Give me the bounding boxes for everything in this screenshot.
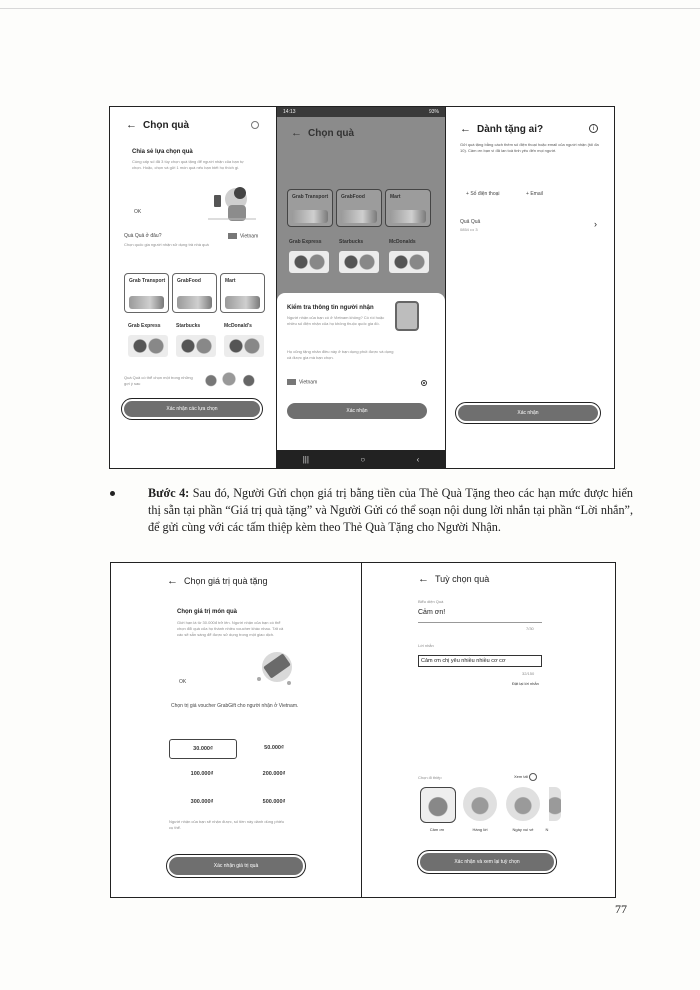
amount-option[interactable]: 200.000₫: [262, 771, 286, 777]
mcdonalds-image: [389, 251, 429, 273]
screen-choose-gift-value: [111, 563, 361, 897]
screen-title: Chọn giá trị quà tặng: [184, 576, 268, 586]
recipient-description: Gửi quà tặng bằng cách thêm số điện thoại hoặc email của người nhận (tối đa 10). Cảm ơn bạn vì đã lan toả tinh yêu đến mọi người.: [460, 142, 599, 153]
tile-label: GrabFood: [341, 194, 365, 200]
express-image: [289, 251, 329, 273]
message-count: 32/150: [522, 671, 535, 676]
add-email-label: Email: [530, 191, 543, 197]
back-arrow-icon[interactable]: ←: [291, 127, 302, 139]
back-arrow-icon[interactable]: ←: [418, 573, 429, 585]
confirm-selection-button[interactable]: Xác nhận các lựa chọn: [124, 401, 260, 417]
plus-icon: +: [526, 191, 531, 197]
where-description: Chọn quốc gia người nhận sử dụng trả nhà quà: [124, 242, 209, 247]
mart-image: [390, 210, 426, 223]
amount-option[interactable]: 500.000₫: [262, 799, 286, 805]
phone-illustration: [395, 301, 419, 331]
scan-edge: [0, 8, 700, 9]
message-label: Lời nhắn: [418, 643, 434, 648]
amount-option[interactable]: 300.000₫: [190, 799, 214, 805]
confirm-button[interactable]: Xác nhận: [287, 403, 427, 419]
see-all-label: Xem tất: [514, 774, 528, 780]
message-field[interactable]: [418, 655, 542, 667]
sheet-title: Kiểm tra thông tin người nhận: [287, 305, 374, 311]
back-icon[interactable]: ‹: [416, 454, 420, 464]
screen-check-recipient: [277, 107, 445, 468]
tile-label: McDonald's: [224, 323, 252, 329]
where-label: Quà Quả ở đâu?: [124, 233, 162, 239]
recents-icon[interactable]: |||: [302, 454, 309, 464]
step-text: Sau đó, Người Gửi chọn giá trị bằng tiền của Thẻ Quà Tặng theo các hạn mức được hiển thị sẵn tại phần “Giá trị quà tặng” và Người Gửi có thể soạn nội dung lời nhắn tại phần “Lời nhắn”, để gửi cùng với các tấm thiệp kèm theo Thẻ Quà Tặng cho Người Nhận.: [148, 486, 633, 534]
gift-tile-mart[interactable]: [385, 189, 431, 227]
card-label: Ngày vui vẻ: [512, 827, 534, 832]
message-value: Cảm ơn chị yêu nhiều nhiều cơ cơ: [421, 658, 506, 664]
see-all-link[interactable]: [514, 773, 537, 781]
gift-tile-transport[interactable]: [287, 189, 333, 227]
sheet-description: Người nhận của bạn có ở Vietnam không? Có rồi hoặc nhiều số điện nhận của họ không thuộc quốc gia đó.: [287, 315, 385, 326]
amount-option-selected[interactable]: 30.000₫: [169, 739, 237, 759]
chevron-right-icon[interactable]: ›: [594, 219, 597, 229]
gift-title-count: 7/30: [526, 626, 534, 631]
confirm-button[interactable]: Xác nhận: [458, 405, 598, 421]
section-title: Chọn giá trị món quà: [177, 609, 237, 615]
card-option[interactable]: [463, 787, 497, 821]
recipient-name: Quả Quả: [460, 219, 481, 225]
gift-tile-mart[interactable]: [220, 273, 265, 313]
android-nav-bar: [277, 450, 445, 468]
recipient-phone: 0854 ••• 3: [460, 227, 478, 232]
gift-tile-food[interactable]: [172, 273, 217, 313]
gift-tile-transport[interactable]: [124, 273, 169, 313]
gift-title-value: Cảm ơn!: [418, 609, 446, 616]
reset-message-link[interactable]: Đặt lại lời nhắn: [512, 681, 539, 686]
voucher-note: Chọn trị giá voucher GrabGift cho người nhận ở Vietnam.: [171, 703, 299, 709]
figure-gift-selection-screens: [109, 106, 615, 469]
mart-image: [225, 296, 260, 309]
info-icon[interactable]: i: [589, 124, 598, 133]
screen-title: Dành tặng ai?: [477, 123, 544, 135]
illustration-gifts: [202, 371, 262, 387]
tile-label: Grab Transport: [129, 278, 166, 284]
step4-paragraph: [148, 485, 633, 536]
figure-gift-value-screens: [110, 562, 616, 898]
plus-icon: +: [466, 191, 471, 197]
tile-label: Mart: [390, 194, 401, 200]
amount-footer-note: Người nhận của bạn sẽ nhận được, số tiền này dành dùng phiếu cụ thể.: [169, 819, 285, 830]
card-option[interactable]: [549, 787, 561, 821]
back-arrow-icon[interactable]: ←: [460, 123, 471, 135]
gift-tile-express[interactable]: [289, 239, 329, 273]
tile-label: Grab Express: [128, 323, 161, 329]
status-battery: 93%: [428, 109, 439, 115]
tile-label: Grab Transport: [292, 194, 329, 200]
share-title: Chia sẻ lựa chọn quà: [132, 149, 193, 155]
screen-gift-recipient: [446, 107, 614, 468]
add-phone-label: Số điện thoại: [470, 191, 500, 197]
gift-tile-starbucks[interactable]: [176, 323, 216, 357]
screen-title: Tuỳ chọn quà: [435, 574, 490, 584]
card-option-selected[interactable]: [420, 787, 456, 823]
country-name: Vietnam: [240, 233, 259, 240]
gift-title-field[interactable]: [418, 609, 542, 623]
card-label: Chọn đi thiệp: [418, 775, 442, 780]
illustration-woman-with-phone: [202, 181, 260, 223]
starbucks-image: [176, 335, 216, 357]
tile-label: Starbucks: [176, 323, 201, 329]
flag-icon: [228, 233, 237, 239]
tile-label: Mart: [225, 278, 236, 284]
car-image: [129, 296, 164, 309]
country-selector[interactable]: [287, 379, 317, 386]
gift-tile-express[interactable]: [128, 323, 168, 357]
gift-card-illustration: [251, 649, 295, 689]
card-label: N: [545, 827, 549, 832]
back-arrow-icon[interactable]: ←: [167, 575, 178, 587]
recipient-check-sheet: [277, 293, 445, 450]
country-selector[interactable]: [228, 233, 258, 240]
screen-title: Chọn quà: [308, 127, 355, 139]
status-bar: [277, 107, 445, 117]
gift-title-label: Biểu diện Quà: [418, 599, 444, 604]
card-label: Hàng lời: [472, 827, 488, 832]
confirm-gift-value-button[interactable]: Xác nhận giá trị quà: [169, 857, 303, 875]
country-radio-selected[interactable]: [421, 380, 427, 386]
flag-icon: [287, 379, 296, 385]
ok-label: OK: [134, 209, 142, 215]
back-arrow-icon[interactable]: ←: [126, 119, 137, 131]
help-icon[interactable]: [251, 121, 259, 129]
screen-title: Chọn quà: [143, 119, 190, 131]
express-image: [128, 335, 168, 357]
food-image: [341, 210, 377, 223]
tile-label: McDonalds: [389, 239, 416, 245]
gift-tile-mcdonalds[interactable]: [389, 239, 429, 273]
gift-tile-mcdonalds[interactable]: [224, 323, 264, 357]
add-email-button[interactable]: [526, 191, 543, 198]
car-image: [292, 210, 328, 223]
gift-note: Quà Quả có thể chọn một trong những gợi ý sau: [124, 375, 193, 386]
amount-option[interactable]: 50.000₫: [264, 745, 284, 751]
gift-tile-starbucks[interactable]: [339, 239, 379, 273]
tile-label: Grab Express: [289, 239, 322, 245]
step-label: Bước 4:: [148, 486, 190, 500]
add-phone-button[interactable]: [466, 191, 500, 198]
card-label-thanks: Cảm ơn: [429, 827, 445, 832]
status-time: 14:13: [283, 109, 296, 115]
screen-choose-gift: [110, 107, 276, 468]
starbucks-image: [339, 251, 379, 273]
screen-customize-gift: [362, 563, 615, 897]
country-name: Vietnam: [299, 379, 318, 386]
bullet: [110, 491, 115, 496]
mcdonalds-image: [224, 335, 264, 357]
question-circle-icon: [529, 773, 537, 781]
card-option[interactable]: [506, 787, 540, 821]
section-description: Giới hạn là từ 30.000đ trở lên. Người nhận của bạn có thể chọn đổi quà của họ thành nhiều voucher khác nhau. Tất cả các sẽ sẵn sàng để được sử dụng trong một giao dịch.: [177, 620, 284, 637]
sheet-description-2: Họ cũng tặng nhân điều này ở bạn dụng phút được và dụng cả được gia mà bạn chọn.: [287, 349, 394, 360]
ok-label: OK: [179, 679, 187, 685]
share-description: Cùng cấp số đã 3 tùy chọn quà tặng để người nhận của bạn tự chọn. Hoặc, chọn và gửi 1 món quà nếu bạn biết họ thích gì.: [132, 159, 244, 170]
page-number: 77: [615, 902, 627, 916]
gift-tile-food[interactable]: [336, 189, 382, 227]
home-icon[interactable]: ○: [360, 454, 366, 464]
food-image: [177, 296, 212, 309]
tile-label: GrabFood: [177, 278, 201, 284]
confirm-review-button[interactable]: Xác nhận và xem lại tuỳ chọn: [420, 853, 554, 871]
amount-option[interactable]: 100.000₫: [190, 771, 214, 777]
tile-label: Starbucks: [339, 239, 364, 245]
